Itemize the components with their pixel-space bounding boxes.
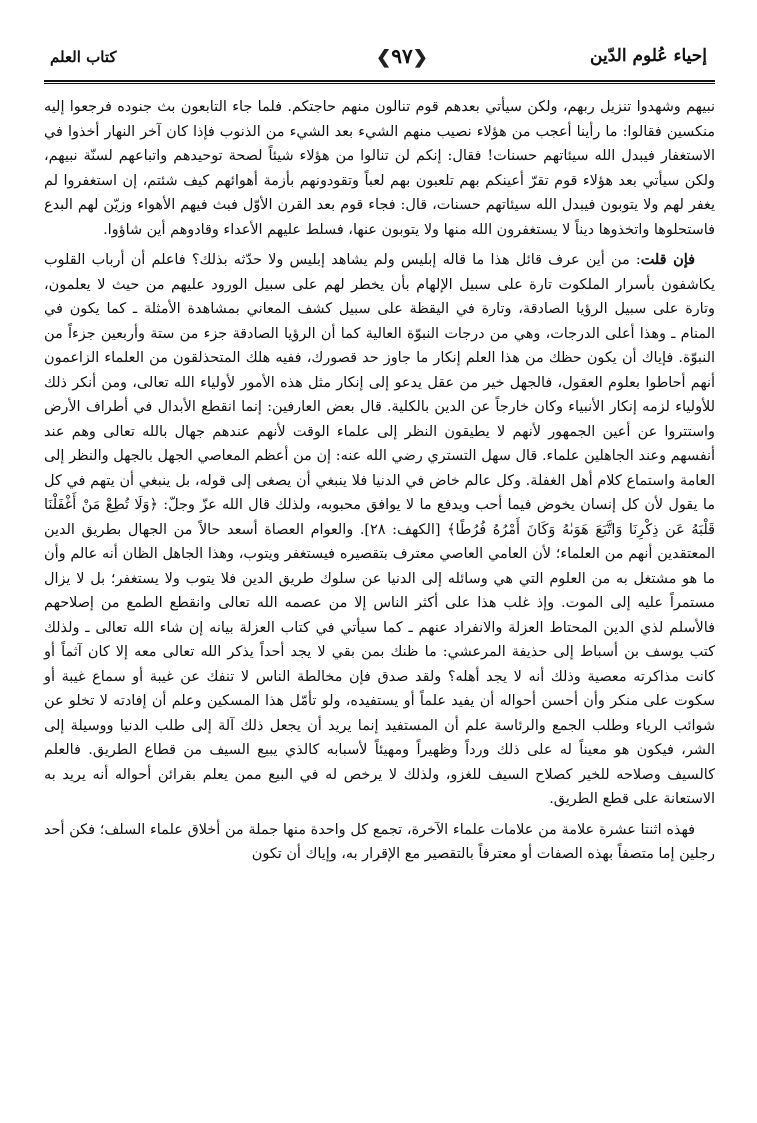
page-header <box>44 40 715 80</box>
paragraph-2-lead: فإن قلت <box>640 251 695 268</box>
paragraph-2-text: : من أين عرف قائل هذا ما قاله إبليس ولم يشاهد إبليس ولا حدّثه بذلك؟ فاعلم أن أرباب القلوب يكاشفون بأسرار الملكوت تارة على سبيل الإلهام بأن يخطر لهم على سبيل الورود عليهم من حيث لا يعلمون، وتارة على سبيل الرؤيا الصادقة، وتارة في اليقظة على سبيل كشف المعاني بمشاهدة الأمثلة ـ كما يكون في المنام ـ وهذا أعلى الدرجات، وهي من درجات النبوّة العالية كما أن الرؤيا الصادقة جزء من ستة وأربعين جزءاً من النبوّة. فإياك أن يكون حظك من هذا العلم إنكار ما جاوز حد قصورك، ففيه هلك المتحذلقون من العلماء الزاعمون أنهم أحاطوا بعلوم العقول، فالجهل خير من عقل يدعو إلى إنكار مثل هذه الأمور لأولياء الله تعالى، ومن أنكر ذلك للأولياء لزمه إنكار الأنبياء وكان خارجاً عن الدين بالكلية. قال بعض العارفين: إنما انقطع الأبدال في أطراف الأرض واستتروا عن أعين الجمهور لأنهم لا يطيقون النظر إلى علماء الوقت لأنهم عندهم جهال بالله تعالى وهم عند أنفسهم وعند الجاهلين علماء. قال سهل التستري رضي الله عنه: إن من أعظم المعاصي الجهل بالجهل والنظر إلى العامة واستماع كلام أهل الغفلة. وكل عالم خاض في الدنيا فلا ينبغي أن يصغى إلى قوله، بل ينبغي أن يتهم في كل ما يقول لأن كل إنسان يخوض فيما أحب ويدفع ما لا يوافق محبوبه، ولذلك قال الله عزّ وجلّ: ﴿وَلَا تُطِعْ مَنْ أَغْفَلْنَا قَلْبَهُ عَن ذِكْرِنَا وَاتَّبَعَ هَوَىٰهُ وَكَانَ أَمْرُهُ فُرُطًا﴾ [الكهف: ٢٨]. والعوام العصاة أسعد حالاً من الجهال بطريق الدين المعتقدين أنهم من العلماء؛ لأن العامي العاصي معترف بتقصيره فيستغفر ويتوب، وهذا الجاهل الظان أنه عالم وأن ما هو مشتغل به من العلوم التي هي وسائله إلى الدنيا عن سلوك طريق الدين فلا يتوب ولا يستغفر؛ بل لا يزال مستمراً عليه إلى الموت. وإذ غلب هذا على أكثر الناس إلا من عصمه الله تعالى وانقطع الطمع من إصلاحهم فالأسلم لذي الدين المحتاط العزلة والانفراد عنهم ـ كما سيأتي في كتاب العزلة بيانه إن شاء الله تعالى ـ ولذلك كتب يوسف بن أسباط إلى حذيفة المرعشي: ما ظنك بمن بقي لا يجد أحداً يذكر الله تعالى معه إلا كان آثماً أو كانت مذاكرته معصية وذلك أنه لا يجد أهله؟ ولقد صدق فإن مخالطة الناس لا تنفك عن غيبة أو سماع غيبة أو سكوت على منكر وأن أحسن أحواله أن يفيد علماً أو يستفيده، ولو تأمّل هذا المسكين وعلم أن إفادته لا تخلو عن شوائب الرياء وطلب الجمع والرئاسة علم أن المستفيد إنما يريد أن يجعل ذلك آلة إلى طلب الدنيا ووسيلة إلى الشر، فيكون هو معيناً له على ذلك ورداً وظهيراً ومهيئاً لأسبابه كالذي يبيع السيف من قطاع الطريق. فالعلم كالسيف وصلاحه للخير كصلاح السيف للغزو، ولذلك لا يرخص له في البيع ممن يعلم بقرائن أحواله أنه يريد به الاستعانة على قطع الطريق. <box>44 252 715 807</box>
ornament-bracket-right-icon: ❯ <box>412 47 428 68</box>
book-title: إحياء عُلوم الدّين <box>590 46 707 66</box>
ornament-bracket-left-icon: ❮ <box>376 47 392 68</box>
paragraph-3: فهذه اثنتا عشرة علامة من علامات علماء الآخرة، تجمع كل واحدة منها جملة من أخلاق علماء السلف؛ فكن أحد رجلين إما متصفاً بهذه الصفات أو معترفاً بالتقصير مع الإقرار به، وإياك أن تكون <box>44 821 715 862</box>
paragraph-1: نبيهم وشهدوا تنزيل ربهم، ولكن سيأتي بعدهم قوم تنالون منهم حاجتكم. فلما جاء التابعون بث جنوده فرجعوا إليه منكسين فقالوا: ما رأينا أعجب من هؤلاء نصيب منهم الشيء بعد الشيء من الذنوب فإذا كان آخر النهار أخذوا في الاستغفار فيبدل الله سيئاتهم حسنات! فقال: إنكم لن تنالوا من هؤلاء شيئاً لصحة توحيدهم واتباعهم لسنّة نبيهم، ولكن سيأتي بعد هؤلاء قوم تقرّ أعينكم بهم تلعبون بهم لعباً وتقودونهم بأزمة أهوائهم كيف شئتم، إن استغفروا لم يغفر لهم ولا يتوبون فيبدل الله سيئاتهم حسنات، قال: فجاء قوم بعد القرن الأوّل فبث فيهم الأهواء وزيّن لهم البدع فاستحلوها واتخذوها ديناً لا يستغفرون الله منها ولا يتوبون عنها، فسلط عليهم الأعداء وقادوهم أين شاؤوا. <box>44 99 715 238</box>
page-number-ornament <box>364 40 440 72</box>
page-body <box>44 95 715 873</box>
chapter-title: كتاب العلم <box>50 48 117 66</box>
header-rule-thin <box>44 83 715 84</box>
page-number: ٩٧ <box>391 44 413 68</box>
paragraph-2 <box>44 248 715 812</box>
header-rule <box>44 80 715 82</box>
